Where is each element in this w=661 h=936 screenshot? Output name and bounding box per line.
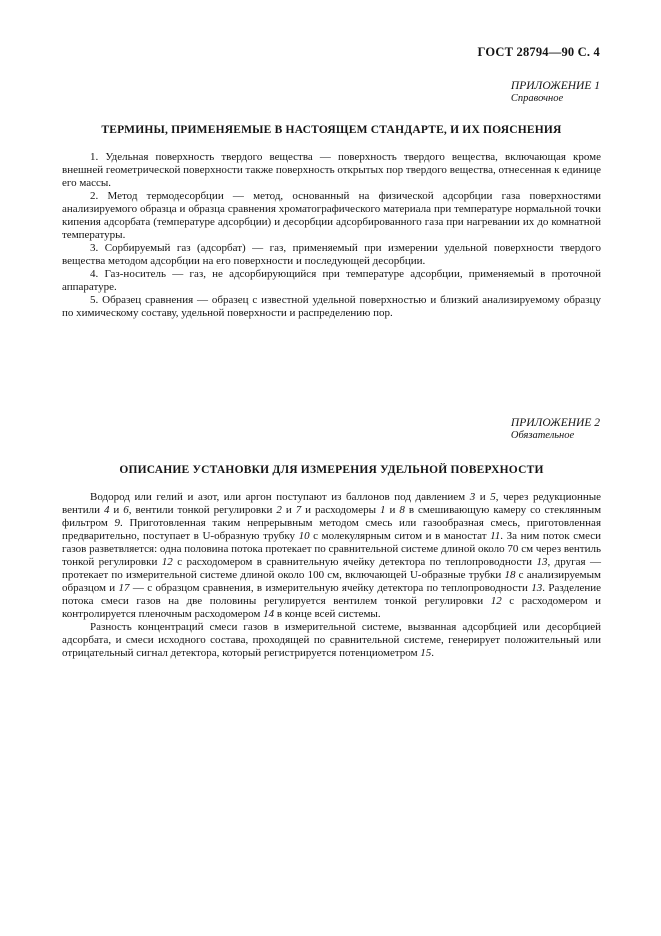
description-paragraph [62,491,601,621]
figure-reference: 3 [469,491,476,503]
figure-reference: 14 [263,608,275,620]
term-item: 3. Сорбируемый газ (адсорбат) — газ, применяемый при измерении удельной поверхности твердого вещества методом адсорбции на его поверхности и последующей десорбции. [62,242,601,267]
text-segment: с молекулярным ситом и в маностат [309,530,491,542]
text-segment: и расходомеры [301,504,380,516]
term-item: 2. Метод термодесорбции — метод, основанный на физической адсорбции газа поверхностями анализируемого образца и образца сравнения хроматографического материала при температуре нормальной точки кипения адсорбата (температуре адсорбции) и десорбции адсорбированного газа при нагревании их до комнатной температуры. [62,190,601,241]
text-segment: , другая — протекает по измерительной системе длиной около 100 см, включающей U-образные трубки [62,556,601,581]
figure-reference: 9 [114,517,120,529]
term-item: 4. Газ-носитель — газ, не адсорбирующийся при температуре адсорбции, применяемый в проточной аппаратуре. [62,268,601,293]
installation-description [62,491,601,660]
terms-list [62,151,601,320]
figure-reference: 18 [504,569,516,581]
figure-reference: 8 [399,504,405,516]
appendix-2-label [511,417,600,442]
standard-page-header: ГОСТ 28794—90 С. 4 [477,45,600,59]
text-segment: , вентили тонкой регулировки [128,504,277,516]
appendix-1-status: Справочное [510,93,564,104]
text-segment: . Разделение потока смеси газов на две половины регулируется вентилем тонкой регулировки [62,582,601,607]
figure-reference: 7 [295,504,302,516]
appendix-2-title: ОПИСАНИЕ УСТАНОВКИ ДЛЯ ИЗМЕРЕНИЯ УДЕЛЬНОЙ ПОВЕРХНОСТИ [119,464,544,476]
figure-reference: 17 [118,582,130,594]
text-segment: и [281,504,296,516]
figure-reference: 1 [380,504,386,516]
text-segment: и [475,491,491,503]
appendix-1-title: ТЕРМИНЫ, ПРИМЕНЯЕМЫЕ В НАСТОЯЩЕМ СТАНДАРТЕ, И ИХ ПОЯСНЕНИЯ [101,124,562,136]
text-segment: с расходомером и контролируется пленочным расходомером [62,595,602,620]
figure-reference: 6 [123,504,129,516]
figure-reference: 13 [536,556,548,568]
figure-reference: 11 [490,530,501,542]
text-segment: в смешивающую камеру со стеклянным фильтром [62,504,602,529]
text-segment: с расходомером в сравнительную ячейку детектора по теплопроводности [172,556,537,568]
figure-reference: 13 [531,582,543,594]
text-segment: — с образцом сравнения, в измерительную ячейку детектора по теплопроводности [129,582,532,594]
text-segment: Разность концентраций смеси газов в измерительной системе, вызванная адсорбцией или десорбцией адсорбата, и смеси исходного состава, проходящей по сравнительной системе, генерирует положительный или отрицательный сигнал детектора, который регистрируется потенциометром [62,621,601,659]
figure-reference: 12 [490,595,502,607]
text-segment: с анализируемым образцом и [62,569,601,594]
text-segment: , через редукционные вентили [62,491,602,516]
appendix-2-status: Обязательное [510,430,575,441]
figure-reference: 5 [490,491,496,503]
text-segment: . За ним поток смеси газов разветвляется: одна половина потока протекает по сравнительной системе длиной около 70 см через вентиль тонкой регулировки [62,530,601,568]
description-paragraph [62,621,601,660]
figure-reference: 4 [103,504,110,516]
appendix-2-number: ПРИЛОЖЕНИЕ 2 [510,417,600,429]
text-segment: . Приготовленная таким непрерывным методом смесь или газообразная смесь, приготовленная предварительно, поступает в U-образную трубку [62,517,601,542]
text-segment: и [109,504,124,516]
text-segment: и [385,504,400,516]
term-item: 1. Удельная поверхность твердого вещества — поверхность твердого вещества, включающая кроме внешней геометрической поверхности также поверхность открытых пор твердого вещества, отнесенная к единице его массы. [62,151,601,189]
appendix-1-label [511,80,600,105]
figure-reference: 10 [298,530,310,542]
text-segment: в конце всей системы. [274,608,381,620]
figure-reference: 12 [161,556,173,568]
text-segment: . [431,647,435,659]
figure-reference: 15 [420,647,432,659]
text-segment: Водород или гелий и азот, или аргон поступают из баллонов под давлением [90,491,470,503]
figure-reference: 2 [276,504,282,516]
term-item: 5. Образец сравнения — образец с известной удельной поверхностью и близкий анализируемому образцу по химическому составу, удельной поверхности и распределению пор. [62,294,601,319]
appendix-1-number: ПРИЛОЖЕНИЕ 1 [510,80,600,92]
